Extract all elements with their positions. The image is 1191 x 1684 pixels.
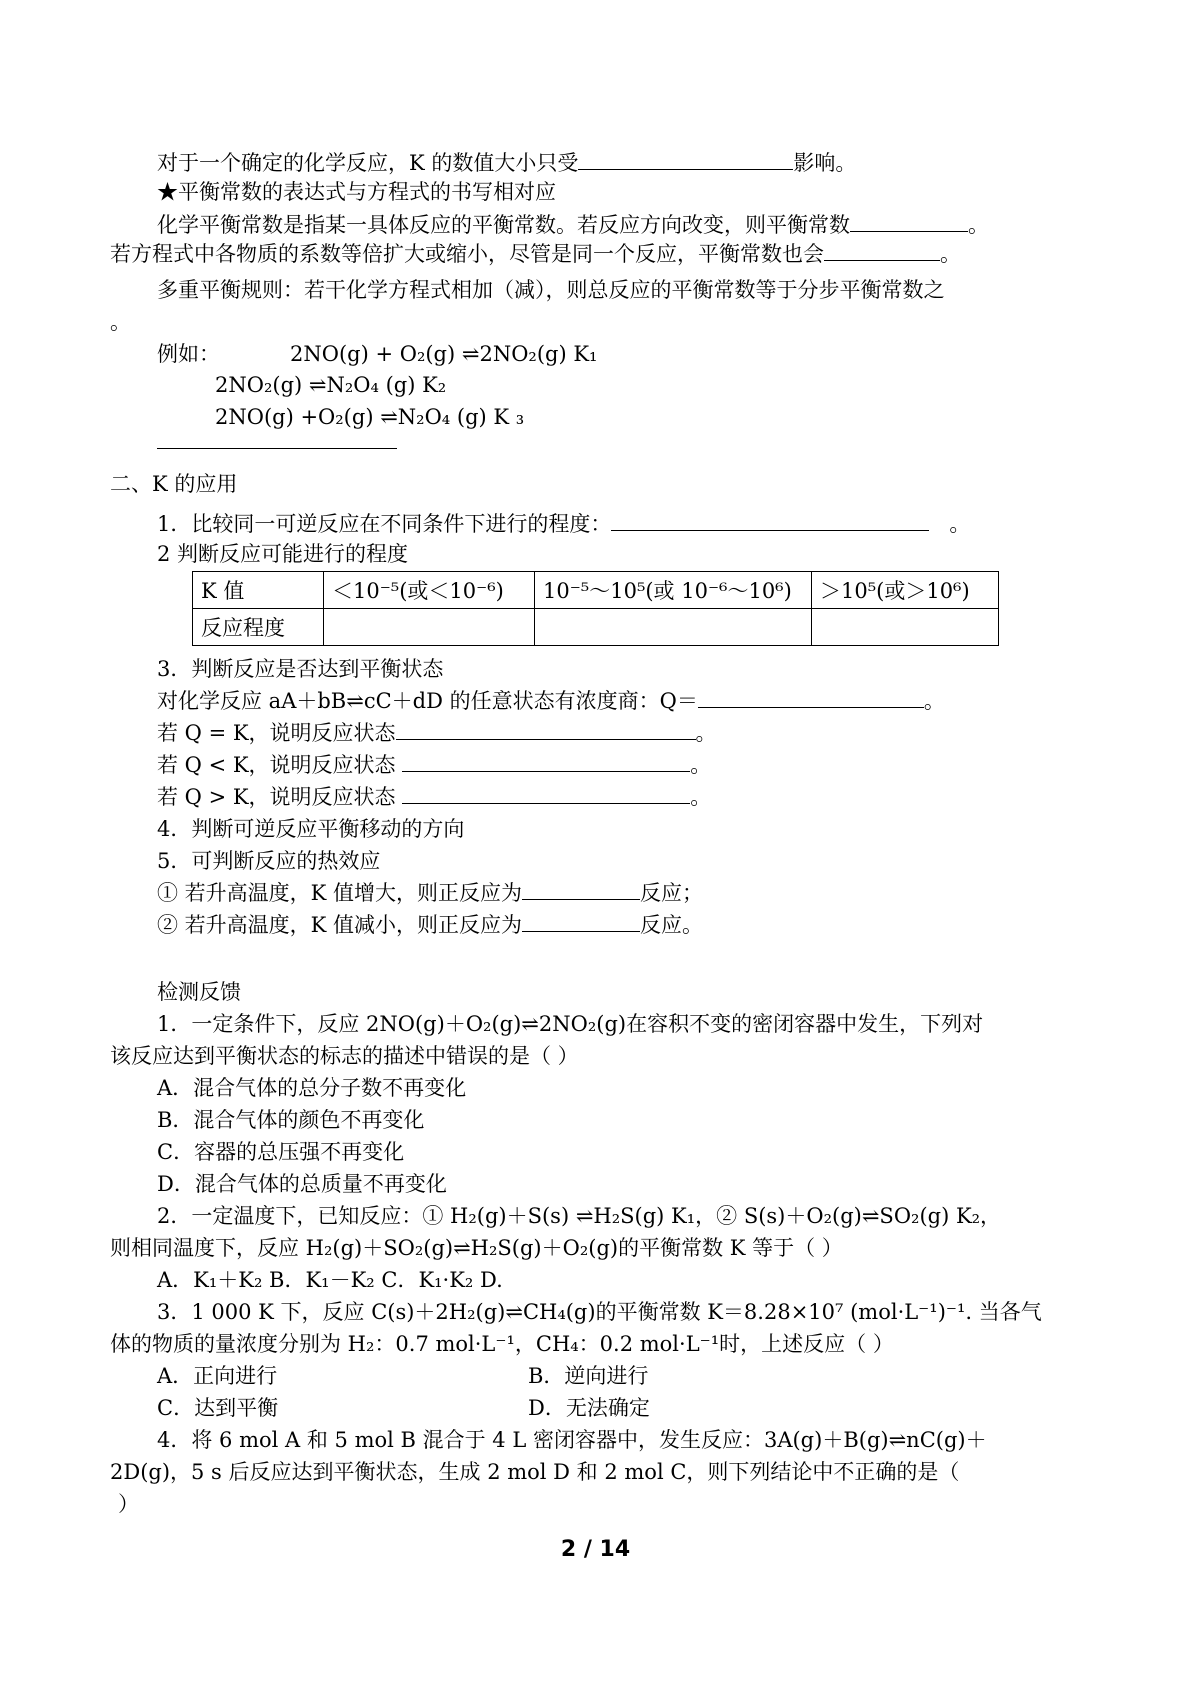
equation-3: 2NO(g) +O₂(g) ⇌N₂O₄ (g) K ₃ xyxy=(215,405,525,429)
fill-blank[interactable] xyxy=(402,783,690,804)
question-2-stem: 2．一定温度下，已知反应：① H₂(g)＋S(s) ⇌H₂S(g) K₁，② S(s)＋O₂(g)⇌SO₂(g) K₂， xyxy=(157,1204,1002,1228)
item-4-shift-direction: 4．判断可逆反应平衡移动的方向 xyxy=(157,817,465,841)
table-header-small: ＜10⁻⁵(或＜10⁻⁶) xyxy=(324,572,535,609)
fill-blank[interactable] xyxy=(578,149,793,170)
item-2-judge-extent: 2 判断反应可能进行的程度 xyxy=(157,542,409,566)
table-row xyxy=(193,609,999,646)
extent-table xyxy=(192,571,999,646)
item-1-compare: 1．比较同一可逆反应在不同条件下进行的程度： 。 xyxy=(157,512,971,536)
question-3-option-c[interactable]: C．达到平衡 xyxy=(157,1396,279,1420)
question-4-stem-cont: 2D(g)，5 s 后反应达到平衡状态，生成 2 mol D 和 2 mol C，则下列结论中不正确的是（ xyxy=(110,1460,960,1484)
table-header-mid: 10⁻⁵～10⁵(或 10⁻⁶～10⁶) xyxy=(535,572,812,609)
heat-case-decrease: ② 若升高温度，K 值减小，则正反应为 反应。 xyxy=(157,913,704,937)
fill-blank[interactable] xyxy=(522,879,640,900)
question-1-option-a[interactable]: A．混合气体的总分子数不再变化 xyxy=(157,1076,467,1100)
case-q-equal-k: 若 Q = K，说明反应状态 。 xyxy=(157,721,717,745)
case-q-less-k: 若 Q < K，说明反应状态 。 xyxy=(157,753,712,777)
heading-expression-note: ★平衡常数的表达式与方程式的书写相对应 xyxy=(157,180,556,204)
table-header-large: ＞10⁵(或＞10⁶) xyxy=(812,572,999,609)
page-number: 2 / 14 xyxy=(560,1537,631,1562)
paragraph-constant-direction: 化学平衡常数是指某一具体反应的平衡常数。若反应方向改变，则平衡常数 。 xyxy=(157,213,989,237)
paragraph-coefficient-scaling: 若方程式中各物质的系数等倍扩大或缩小，尽管是同一个反应，平衡常数也会 。 xyxy=(110,242,961,266)
equation-2: 2NO₂(g) ⇌N₂O₄ (g) K₂ xyxy=(215,373,447,397)
table-row xyxy=(193,572,999,609)
fill-blank[interactable] xyxy=(824,240,940,261)
paragraph-continuation: 。 xyxy=(110,310,131,334)
item-5-heat-effect: 5．可判断反应的热效应 xyxy=(157,849,381,873)
paragraph-k-factor: 对于一个确定的化学反应，K 的数值大小只受 影响。 xyxy=(157,151,857,175)
question-4-stem-end: ） xyxy=(118,1492,139,1516)
feedback-heading: 检测反馈 xyxy=(157,980,241,1004)
question-1-option-d[interactable]: D．混合气体的总质量不再变化 xyxy=(157,1172,447,1196)
table-cell[interactable] xyxy=(324,609,535,646)
answer-line[interactable] xyxy=(157,448,397,449)
fill-blank[interactable] xyxy=(850,211,968,232)
table-label-extent: 反应程度 xyxy=(193,609,324,646)
question-1-stem-cont: 该反应达到平衡状态的标志的描述中错误的是（ ） xyxy=(110,1044,579,1068)
question-3-option-d[interactable]: D．无法确定 xyxy=(528,1396,650,1420)
question-1-option-c[interactable]: C．容器的总压强不再变化 xyxy=(157,1140,405,1164)
question-4-stem: 4．将 6 mol A 和 5 mol B 混合于 4 L 密闭容器中，发生反应：3A(g)＋B(g)⇌nC(g)＋ xyxy=(157,1428,987,1452)
question-2-options[interactable]: A．K₁＋K₂ B．K₁－K₂ C．K₁·K₂ D. xyxy=(157,1268,503,1292)
table-header-k: K 值 xyxy=(193,572,324,609)
question-3-option-a[interactable]: A．正向进行 xyxy=(157,1364,278,1388)
question-3-stem: 3．1 000 K 下，反应 C(s)＋2H₂(g)⇌CH₄(g)的平衡常数 K＝8.28×10⁷ (mol·L⁻¹)⁻¹. 当各气 xyxy=(157,1300,1042,1324)
question-3-option-b[interactable]: B．逆向进行 xyxy=(528,1364,649,1388)
fill-blank[interactable] xyxy=(396,719,696,740)
question-3-stem-cont: 体的物质的量浓度分别为 H₂：0.7 mol·L⁻¹，CH₄：0.2 mol·L⁻¹时，上述反应（ ） xyxy=(110,1332,894,1356)
fill-blank[interactable] xyxy=(522,911,640,932)
section-heading-k-application: 二、K 的应用 xyxy=(110,472,238,496)
table-cell[interactable] xyxy=(812,609,999,646)
fill-blank[interactable] xyxy=(698,687,924,708)
case-q-greater-k: 若 Q > K，说明反应状态 。 xyxy=(157,785,712,809)
question-2-stem-cont: 则相同温度下，反应 H₂(g)＋SO₂(g)⇌H₂S(g)＋O₂(g)的平衡常数 K 等于（ ） xyxy=(110,1236,843,1260)
table-cell[interactable] xyxy=(535,609,812,646)
question-1-stem: 1．一定条件下，反应 2NO(g)＋O₂(g)⇌2NO₂(g)在容积不变的密闭容器中发生，下列对 xyxy=(157,1012,984,1036)
item-3-equilibrium-state: 3．判断反应是否达到平衡状态 xyxy=(157,657,444,681)
example-label: 例如： xyxy=(157,342,220,366)
fill-blank[interactable] xyxy=(402,751,690,772)
heat-case-increase: ① 若升高温度，K 值增大，则正反应为 反应； xyxy=(157,881,704,905)
paragraph-multiple-equilibria: 多重平衡规则：若干化学方程式相加（减），则总反应的平衡常数等于分步平衡常数之 xyxy=(157,278,945,302)
equation-1: 2NO(g) + O₂(g) ⇌2NO₂(g) K₁ xyxy=(290,342,598,366)
quotient-definition: 对化学反应 aA＋bB⇌cC＋dD 的任意状态有浓度商：Q＝ 。 xyxy=(157,689,945,713)
fill-blank[interactable] xyxy=(611,510,929,531)
question-1-option-b[interactable]: B．混合气体的颜色不再变化 xyxy=(157,1108,425,1132)
